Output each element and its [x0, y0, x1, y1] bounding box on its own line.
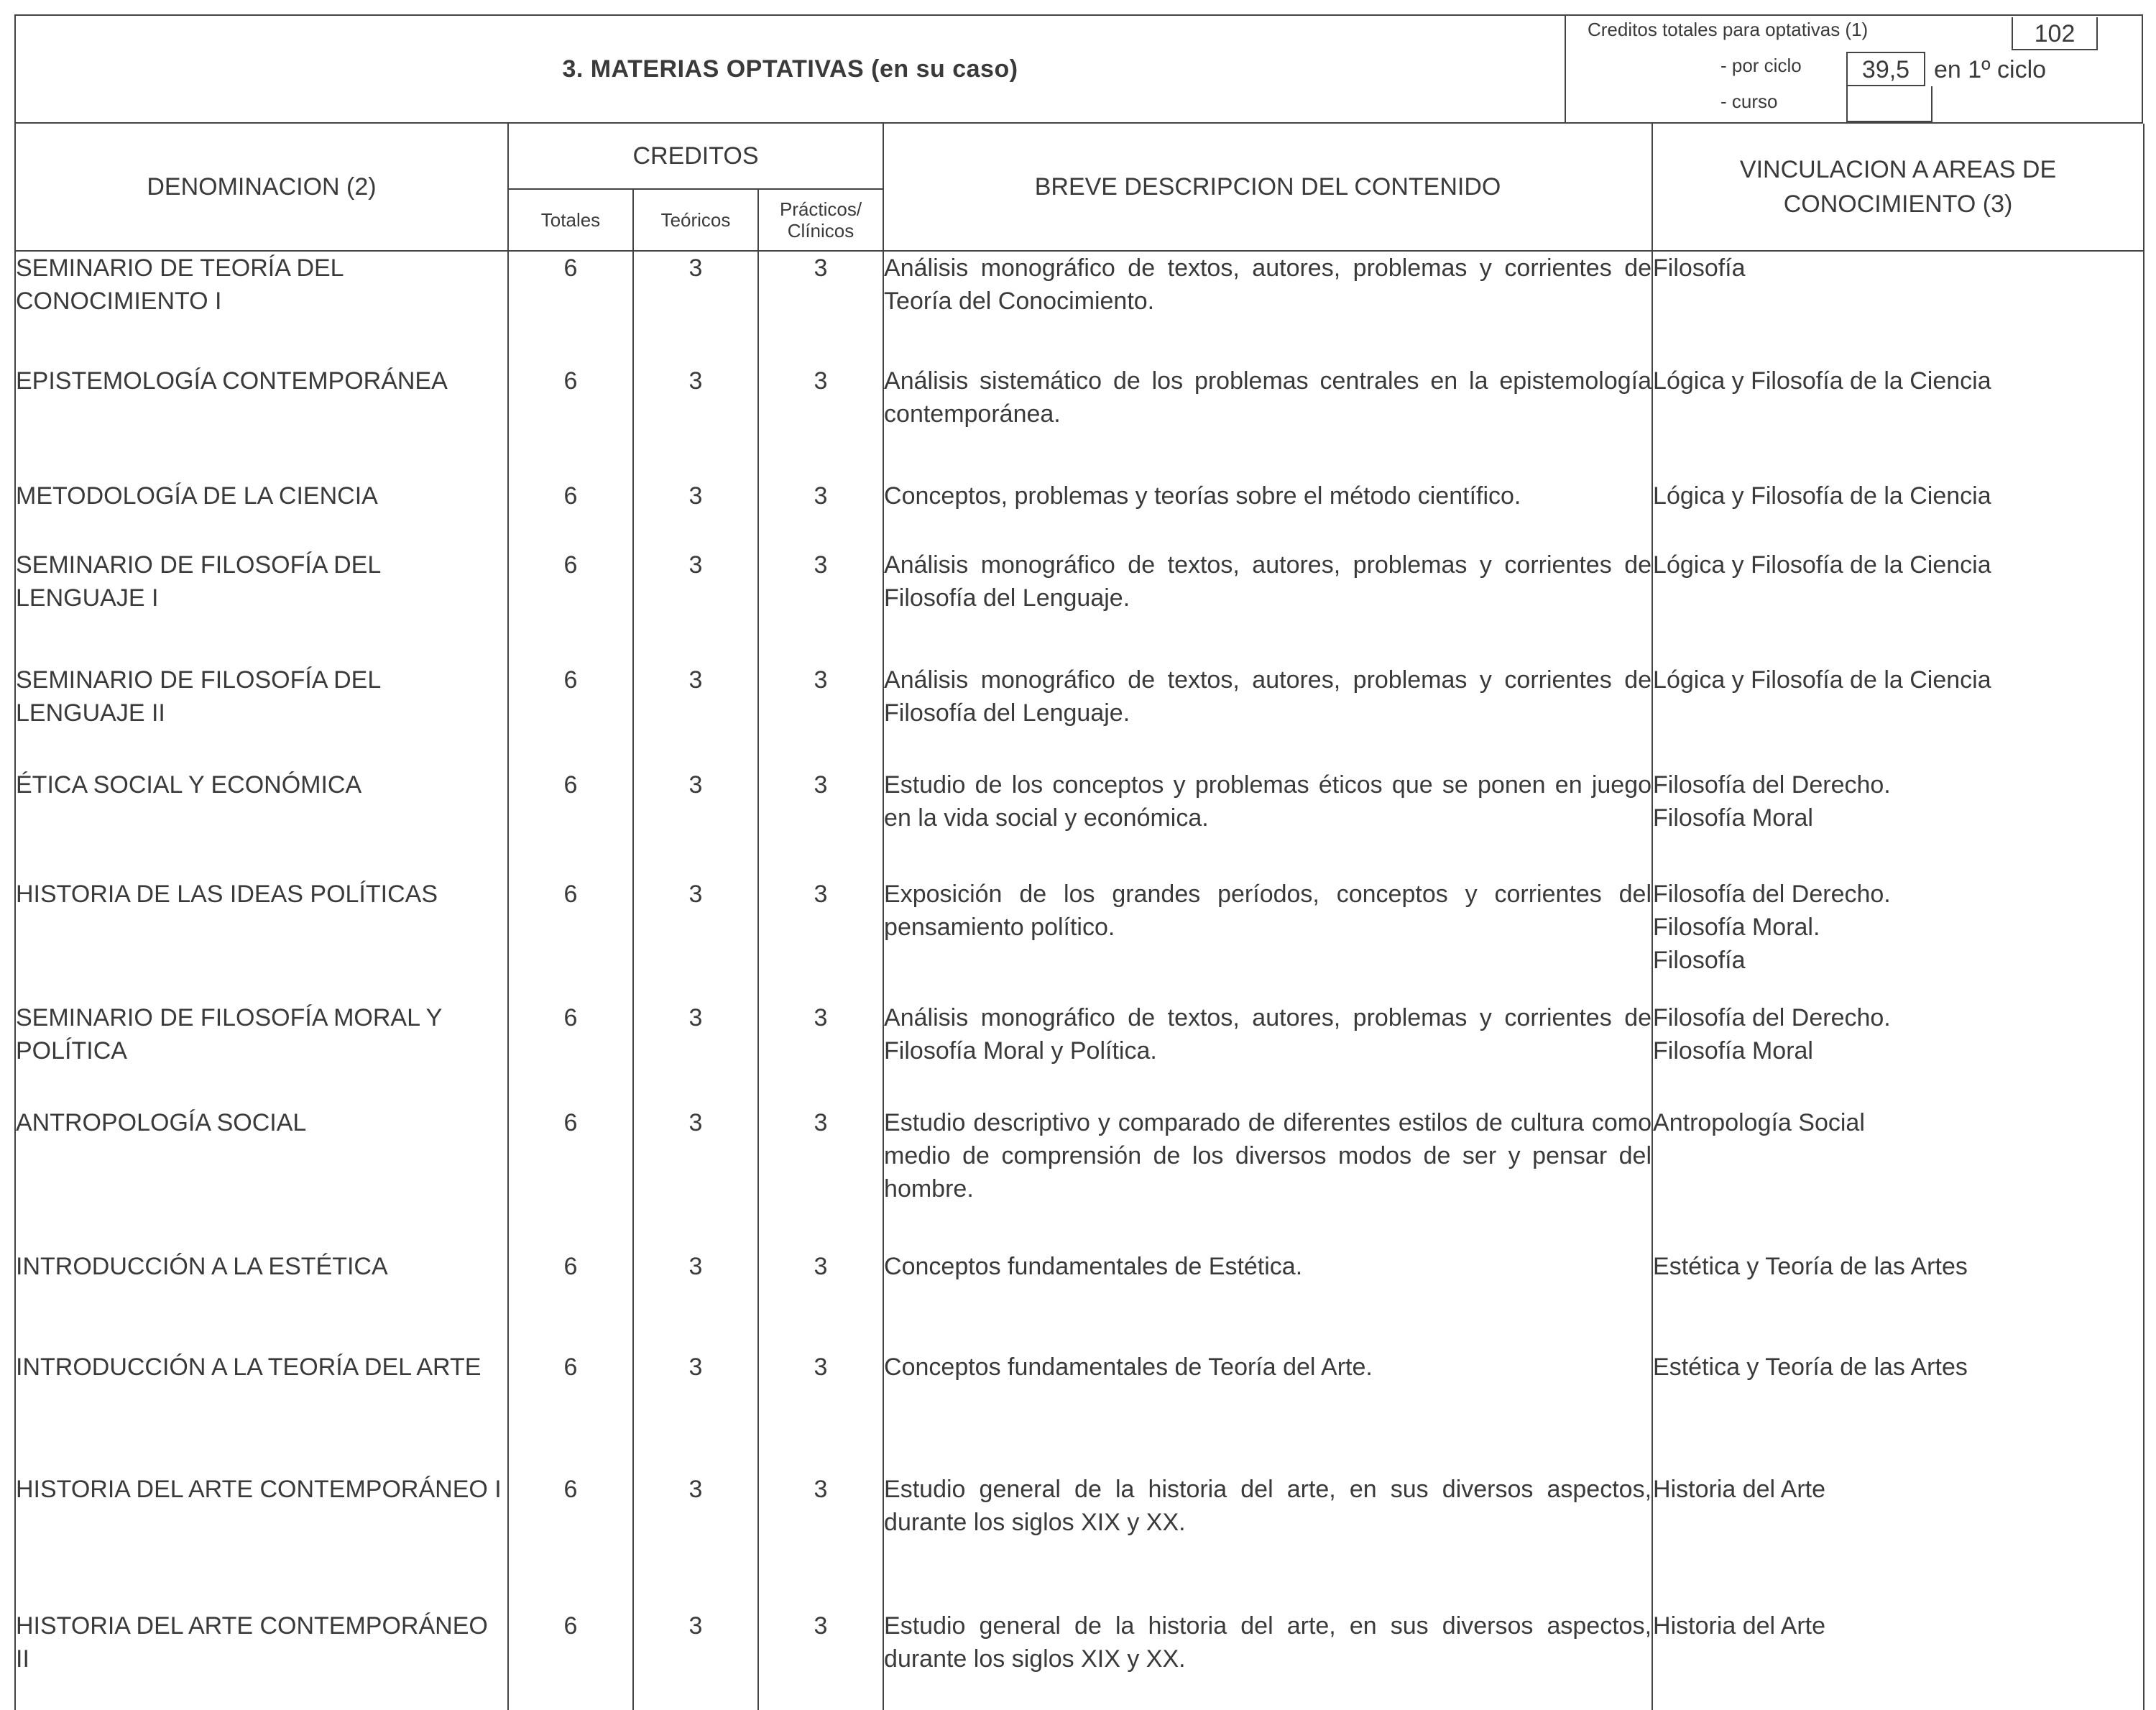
col-header-totales: Totales	[508, 189, 633, 251]
area-conocimiento: Filosofía del Derecho.	[1653, 771, 1891, 799]
cell-denominacion: ANTROPOLOGÍA SOCIAL	[15, 1106, 508, 1250]
cell-practicos: 3	[758, 548, 883, 663]
cell-totales: 6	[508, 663, 633, 768]
cell-vinculacion	[1652, 364, 2144, 479]
col-header-denominacion: DENOMINACION (2)	[15, 124, 508, 251]
cell-vinculacion	[1652, 1106, 2144, 1250]
cell-vinculacion	[1652, 1001, 2144, 1106]
cell-descripcion: Estudio general de la historia del arte, en sus diversos aspectos, durante los siglos XIX y XX.	[883, 1473, 1652, 1609]
area-conocimiento: Filosofía Moral.	[1653, 914, 1820, 941]
cell-vinculacion	[1652, 1351, 2144, 1473]
col-header-descripcion: BREVE DESCRIPCION DEL CONTENIDO	[883, 124, 1652, 251]
cell-teoricos: 3	[633, 768, 758, 878]
cell-descripcion: Estudio general de la historia del arte, en sus diversos aspectos, durante los siglos XIX y XX.	[883, 1609, 1652, 1710]
cell-denominacion: ÉTICA SOCIAL Y ECONÓMICA	[15, 768, 508, 878]
table-row	[15, 878, 2144, 1001]
cell-teoricos: 3	[633, 1609, 758, 1710]
cell-descripcion: Análisis monográfico de textos, autores, problemas y corrientes de Filosofía Moral y Política.	[883, 1001, 1652, 1106]
area-conocimiento: Filosofía del Derecho.	[1653, 1004, 1891, 1031]
cell-teoricos: 3	[633, 364, 758, 479]
area-conocimiento: Antropología Social	[1653, 1109, 1865, 1136]
per-course-value	[1846, 86, 1932, 122]
cell-teoricos: 3	[633, 548, 758, 663]
cell-teoricos: 3	[633, 1351, 758, 1473]
form-header	[14, 14, 2143, 124]
cell-denominacion: EPISTEMOLOGÍA CONTEMPORÁNEA	[15, 364, 508, 479]
cell-totales: 6	[508, 768, 633, 878]
cell-teoricos: 3	[633, 251, 758, 364]
cell-teoricos: 3	[633, 663, 758, 768]
area-conocimiento: Lógica y Filosofía de la Ciencia	[1653, 482, 1991, 510]
cell-denominacion: HISTORIA DE LAS IDEAS POLÍTICAS	[15, 878, 508, 1001]
cell-descripcion: Estudio de los conceptos y problemas éticos que se ponen en juego en la vida social y económica.	[883, 768, 1652, 878]
cell-denominacion: METODOLOGÍA DE LA CIENCIA	[15, 479, 508, 548]
area-conocimiento: Filosofía Moral	[1653, 1037, 1813, 1065]
cell-vinculacion	[1652, 768, 2144, 878]
cell-denominacion: INTRODUCCIÓN A LA TEORÍA DEL ARTE	[15, 1351, 508, 1473]
area-conocimiento: Filosofía del Derecho.	[1653, 881, 1891, 908]
cell-vinculacion	[1652, 479, 2144, 548]
cell-vinculacion	[1652, 1473, 2144, 1609]
cell-denominacion: HISTORIA DEL ARTE CONTEMPORÁNEO II	[15, 1609, 508, 1710]
cell-practicos: 3	[758, 1473, 883, 1609]
cell-totales: 6	[508, 1250, 633, 1351]
optativas-table	[14, 124, 2145, 1710]
table-row	[15, 1250, 2144, 1351]
table-row	[15, 1001, 2144, 1106]
cell-vinculacion	[1652, 1609, 2144, 1710]
table-row	[15, 1351, 2144, 1473]
table-row	[15, 548, 2144, 663]
col-header-vinculacion: VINCULACION A AREAS DE CONOCIMIENTO (3)	[1652, 124, 2144, 251]
cell-practicos: 3	[758, 1106, 883, 1250]
cell-descripcion: Análisis sistemático de los problemas centrales en la epistemología contemporánea.	[883, 364, 1652, 479]
cell-totales: 6	[508, 251, 633, 364]
cell-practicos: 3	[758, 1609, 883, 1710]
table-row	[15, 479, 2144, 548]
col-header-practicos: Prácticos/ Clínicos	[758, 189, 883, 251]
cell-denominacion: SEMINARIO DE FILOSOFÍA MORAL Y POLÍTICA	[15, 1001, 508, 1106]
cell-teoricos: 3	[633, 479, 758, 548]
table-row	[15, 663, 2144, 768]
cell-descripcion: Exposición de los grandes períodos, conceptos y corrientes del pensamiento político.	[883, 878, 1652, 1001]
cell-totales: 6	[508, 878, 633, 1001]
cell-descripcion: Conceptos fundamentales de Estética.	[883, 1250, 1652, 1351]
section-title: 3. MATERIAS OPTATIVAS (en su caso)	[562, 55, 1018, 83]
cell-practicos: 3	[758, 251, 883, 364]
cell-totales: 6	[508, 1001, 633, 1106]
cell-vinculacion	[1652, 548, 2144, 663]
table-row	[15, 768, 2144, 878]
cell-vinculacion	[1652, 878, 2144, 1001]
cell-teoricos: 3	[633, 1250, 758, 1351]
cell-totales: 6	[508, 364, 633, 479]
total-credits-value: 102	[2012, 17, 2098, 50]
cell-denominacion: SEMINARIO DE TEORÍA DEL CONOCIMIENTO I	[15, 251, 508, 364]
area-conocimiento: Filosofía	[1653, 254, 1746, 282]
area-conocimiento: Estética y Teoría de las Artes	[1653, 1353, 1968, 1381]
credits-summary	[1565, 16, 2143, 122]
table-row	[15, 1473, 2144, 1609]
per-course-label: - curso	[1720, 91, 1778, 112]
cell-descripcion: Conceptos fundamentales de Teoría del Arte.	[883, 1351, 1652, 1473]
cell-denominacion: SEMINARIO DE FILOSOFÍA DEL LENGUAJE II	[15, 663, 508, 768]
table-row	[15, 364, 2144, 479]
cell-vinculacion	[1652, 1250, 2144, 1351]
area-conocimiento: Historia del Arte	[1653, 1612, 1826, 1640]
cell-teoricos: 3	[633, 1473, 758, 1609]
cell-descripcion: Análisis monográfico de textos, autores, problemas y corrientes de Teoría del Conocimiento.	[883, 251, 1652, 364]
cell-denominacion: HISTORIA DEL ARTE CONTEMPORÁNEO I	[15, 1473, 508, 1609]
cell-vinculacion	[1652, 251, 2144, 364]
cell-vinculacion	[1652, 663, 2144, 768]
cell-practicos: 3	[758, 878, 883, 1001]
cell-totales: 6	[508, 1473, 633, 1609]
cell-totales: 6	[508, 1351, 633, 1473]
cell-totales: 6	[508, 548, 633, 663]
table-row	[15, 1106, 2144, 1250]
col-header-teoricos: Teóricos	[633, 189, 758, 251]
per-cycle-value: 39,5	[1846, 52, 1925, 86]
area-conocimiento: Filosofía	[1653, 947, 1746, 974]
cell-descripcion: Análisis monográfico de textos, autores, problemas y corrientes de Filosofía del Lenguaje.	[883, 548, 1652, 663]
area-conocimiento: Filosofía Moral	[1653, 804, 1813, 832]
table-row	[15, 1609, 2144, 1710]
cell-teoricos: 3	[633, 878, 758, 1001]
col-header-creditos: CREDITOS	[508, 124, 883, 189]
cell-descripcion: Análisis monográfico de textos, autores, problemas y corrientes de Filosofía del Lenguaje.	[883, 663, 1652, 768]
cell-descripcion: Conceptos, problemas y teorías sobre el método científico.	[883, 479, 1652, 548]
area-conocimiento: Historia del Arte	[1653, 1476, 1826, 1503]
cell-practicos: 3	[758, 1351, 883, 1473]
cell-practicos: 3	[758, 479, 883, 548]
area-conocimiento: Lógica y Filosofía de la Ciencia	[1653, 666, 1991, 694]
table-row	[15, 251, 2144, 364]
area-conocimiento: Estética y Teoría de las Artes	[1653, 1253, 1968, 1280]
area-conocimiento: Lógica y Filosofía de la Ciencia	[1653, 367, 1991, 395]
cell-practicos: 3	[758, 364, 883, 479]
table-body	[15, 251, 2144, 1710]
cell-denominacion: INTRODUCCIÓN A LA ESTÉTICA	[15, 1250, 508, 1351]
cell-teoricos: 3	[633, 1106, 758, 1250]
area-conocimiento: Lógica y Filosofía de la Ciencia	[1653, 551, 1991, 579]
total-credits-label: Creditos totales para optativas (1)	[1588, 19, 1869, 40]
cell-practicos: 3	[758, 1001, 883, 1106]
cell-practicos: 3	[758, 1250, 883, 1351]
cell-denominacion: SEMINARIO DE FILOSOFÍA DEL LENGUAJE I	[15, 548, 508, 663]
per-cycle-label: - por ciclo	[1720, 55, 1802, 76]
cell-teoricos: 3	[633, 1001, 758, 1106]
cell-totales: 6	[508, 479, 633, 548]
cell-practicos: 3	[758, 663, 883, 768]
per-cycle-suffix: en 1º ciclo	[1934, 56, 2047, 83]
optativas-form	[14, 14, 2143, 1678]
cell-practicos: 3	[758, 768, 883, 878]
cell-descripcion: Estudio descriptivo y comparado de diferentes estilos de cultura como medio de comprensión de los diversos modos de ser y pensar del hombre.	[883, 1106, 1652, 1250]
cell-totales: 6	[508, 1609, 633, 1710]
cell-totales: 6	[508, 1106, 633, 1250]
